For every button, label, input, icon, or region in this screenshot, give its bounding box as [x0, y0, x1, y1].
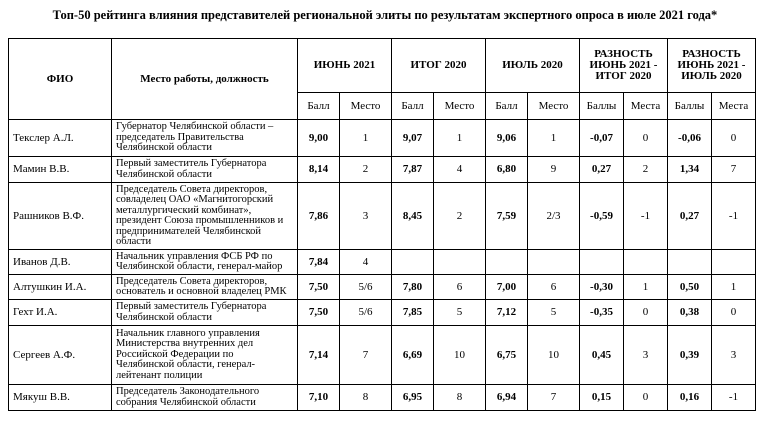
total-ball-cell: 7,87: [392, 157, 434, 183]
july-ball-cell: [486, 250, 528, 275]
diff2-place-cell: [712, 250, 756, 275]
rating-table: [8, 38, 756, 411]
total-place-cell: 8: [434, 385, 486, 411]
person-name: Мамин В.В.: [9, 157, 112, 183]
july-place-cell: 7: [528, 385, 580, 411]
table-row: [9, 300, 756, 326]
july-ball-cell: 6,80: [486, 157, 528, 183]
total-place-cell: 10: [434, 326, 486, 385]
total-place-cell: 4: [434, 157, 486, 183]
total-ball-cell: 7,80: [392, 275, 434, 300]
job-title: Первый заместитель Губернатора Челябинской области: [112, 300, 298, 326]
diff2-ball-cell: -0,06: [668, 120, 712, 157]
diff1-ball-cell: 0,15: [580, 385, 624, 411]
july-ball-cell: 7,12: [486, 300, 528, 326]
july-place-cell: [528, 250, 580, 275]
total-ball-cell: 8,45: [392, 183, 434, 250]
july-place-cell: 5: [528, 300, 580, 326]
subheader-ball: Балл: [486, 93, 528, 120]
july-ball-cell: 6,75: [486, 326, 528, 385]
diff1-place-cell: -1: [624, 183, 668, 250]
total-ball-cell: 9,07: [392, 120, 434, 157]
july-place-cell: 10: [528, 326, 580, 385]
july-place-cell: 6: [528, 275, 580, 300]
diff2-place-cell: -1: [712, 183, 756, 250]
diff1-ball-cell: -0,59: [580, 183, 624, 250]
diff1-ball-cell: -0,30: [580, 275, 624, 300]
diff2-ball-cell: [668, 250, 712, 275]
june-place-cell: 8: [340, 385, 392, 411]
person-name: Алтушкин И.А.: [9, 275, 112, 300]
june-ball-cell: 7,10: [298, 385, 340, 411]
diff2-ball-cell: 0,38: [668, 300, 712, 326]
table-row: [9, 250, 756, 275]
person-name: Гехт И.А.: [9, 300, 112, 326]
diff2-ball-cell: 1,34: [668, 157, 712, 183]
total-place-cell: [434, 250, 486, 275]
july-place-cell: 2/3: [528, 183, 580, 250]
person-name: Мякуш В.В.: [9, 385, 112, 411]
total-ball-cell: [392, 250, 434, 275]
july-place-cell: 9: [528, 157, 580, 183]
document-title: Топ-50 рейтинга влияния представителей региональной элиты по результатам экспертного опроса в июле 2021 года*: [52, 8, 718, 22]
diff2-place-cell: 1: [712, 275, 756, 300]
diff1-ball-cell: -0,35: [580, 300, 624, 326]
subheader-ball: Балл: [392, 93, 434, 120]
subheader-place: Место: [528, 93, 580, 120]
diff2-ball-cell: 0,16: [668, 385, 712, 411]
total-ball-cell: 6,95: [392, 385, 434, 411]
subheader-balls: Баллы: [580, 93, 624, 120]
june-place-cell: 5/6: [340, 275, 392, 300]
job-title: Губернатор Челябинской области – председатель Правительства Челябинской области: [112, 120, 298, 157]
diff1-place-cell: 0: [624, 385, 668, 411]
job-title: Председатель Законодательного собрания Челябинской области: [112, 385, 298, 411]
diff1-ball-cell: 0,45: [580, 326, 624, 385]
total-place-cell: 1: [434, 120, 486, 157]
job-title: Председатель Совета директоров, основатель и основной владелец РМК: [112, 275, 298, 300]
diff1-ball-cell: 0,27: [580, 157, 624, 183]
june-place-cell: 4: [340, 250, 392, 275]
total-ball-cell: 6,69: [392, 326, 434, 385]
table-row: [9, 120, 756, 157]
diff2-ball-cell: 0,50: [668, 275, 712, 300]
june-ball-cell: 7,14: [298, 326, 340, 385]
person-name: Сергеев А.Ф.: [9, 326, 112, 385]
subheader-places: Места: [624, 93, 668, 120]
table-row: [9, 275, 756, 300]
table-row: [9, 326, 756, 385]
june-place-cell: 3: [340, 183, 392, 250]
diff1-place-cell: [624, 250, 668, 275]
diff2-place-cell: -1: [712, 385, 756, 411]
header-diff1: РАЗНОСТЬ ИЮНЬ 2021 - ИТОГ 2020: [580, 39, 668, 93]
june-place-cell: 1: [340, 120, 392, 157]
total-place-cell: 2: [434, 183, 486, 250]
diff1-place-cell: 3: [624, 326, 668, 385]
june-place-cell: 5/6: [340, 300, 392, 326]
diff2-ball-cell: 0,27: [668, 183, 712, 250]
table-row: [9, 385, 756, 411]
july-ball-cell: 7,00: [486, 275, 528, 300]
total-place-cell: 5: [434, 300, 486, 326]
subheader-balls: Баллы: [668, 93, 712, 120]
diff2-place-cell: 7: [712, 157, 756, 183]
july-place-cell: 1: [528, 120, 580, 157]
july-ball-cell: 6,94: [486, 385, 528, 411]
diff1-place-cell: 0: [624, 120, 668, 157]
june-ball-cell: 7,50: [298, 275, 340, 300]
diff1-place-cell: 1: [624, 275, 668, 300]
june-ball-cell: 7,86: [298, 183, 340, 250]
june-place-cell: 2: [340, 157, 392, 183]
header-fio: ФИО: [9, 39, 112, 120]
table-row: [9, 183, 756, 250]
july-ball-cell: 7,59: [486, 183, 528, 250]
subheader-place: Место: [340, 93, 392, 120]
job-title: Начальник управления ФСБ РФ по Челябинской области, генерал-майор: [112, 250, 298, 275]
job-title: Первый заместитель Губернатора Челябинской области: [112, 157, 298, 183]
person-name: Текслер А.Л.: [9, 120, 112, 157]
june-ball-cell: 7,84: [298, 250, 340, 275]
diff2-ball-cell: 0,39: [668, 326, 712, 385]
diff2-place-cell: 0: [712, 300, 756, 326]
person-name: Иванов Д.В.: [9, 250, 112, 275]
diff1-ball-cell: [580, 250, 624, 275]
diff1-place-cell: 2: [624, 157, 668, 183]
diff1-place-cell: 0: [624, 300, 668, 326]
june-ball-cell: 8,14: [298, 157, 340, 183]
subheader-places: Места: [712, 93, 756, 120]
person-name: Рашников В.Ф.: [9, 183, 112, 250]
header-july2020: ИЮЛЬ 2020: [486, 39, 580, 93]
june-ball-cell: 9,00: [298, 120, 340, 157]
job-title: Начальник главного управления Министерства внутренних дел Российской Федерации по Челябинской области, генерал-лейтенант полиции: [112, 326, 298, 385]
diff1-ball-cell: -0,07: [580, 120, 624, 157]
header-diff2: РАЗНОСТЬ ИЮНЬ 2021 - ИЮЛЬ 2020: [668, 39, 756, 93]
header-june2021: ИЮНЬ 2021: [298, 39, 392, 93]
header-total2020: ИТОГ 2020: [392, 39, 486, 93]
job-title: Председатель Совета директоров, совладелец ОАО «Магнитогорский металлургический комбинат», президент Союза промышленников и предпринимателей Челябинской области: [112, 183, 298, 250]
june-ball-cell: 7,50: [298, 300, 340, 326]
july-ball-cell: 9,06: [486, 120, 528, 157]
diff2-place-cell: 0: [712, 120, 756, 157]
total-ball-cell: 7,85: [392, 300, 434, 326]
diff2-place-cell: 3: [712, 326, 756, 385]
june-place-cell: 7: [340, 326, 392, 385]
table-row: [9, 157, 756, 183]
header-job: Место работы, должность: [112, 39, 298, 120]
subheader-ball: Балл: [298, 93, 340, 120]
subheader-place: Место: [434, 93, 486, 120]
total-place-cell: 6: [434, 275, 486, 300]
